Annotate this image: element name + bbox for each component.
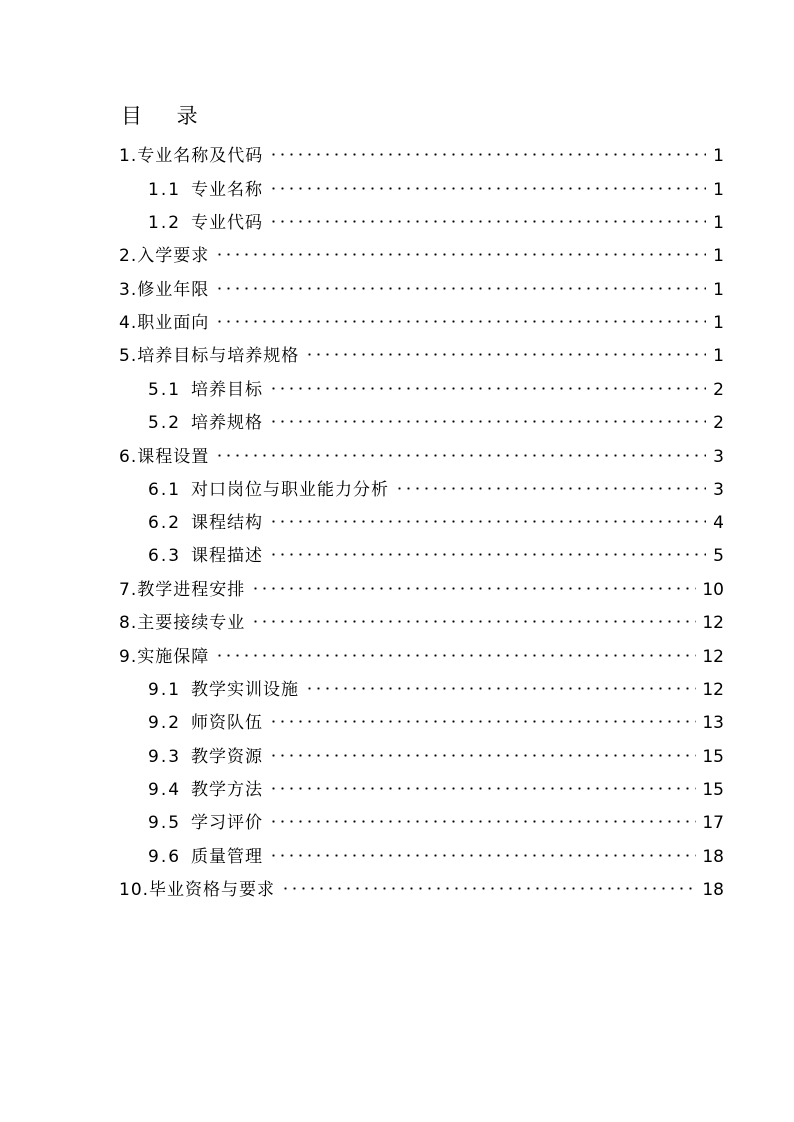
toc-entry-title: 职业面向	[137, 313, 210, 333]
toc-entry[interactable]	[119, 643, 724, 671]
dot-leader	[215, 654, 696, 657]
toc-entry[interactable]	[119, 309, 724, 337]
toc-entry-title: 培养规格	[191, 413, 264, 433]
toc-entry[interactable]	[148, 209, 724, 237]
toc-entry-title: 课程设置	[137, 447, 210, 467]
toc-entry[interactable]	[148, 709, 724, 737]
toc-entry-title: 对口岗位与职业能力分析	[191, 480, 390, 500]
dot-leader	[305, 353, 706, 356]
toc-entry-page: 12	[702, 647, 724, 667]
toc-entry-number: 4.	[119, 313, 138, 333]
toc-entry-number: 6.1	[148, 480, 182, 500]
toc-entry-number: 1.2	[148, 213, 182, 233]
dot-leader	[269, 153, 706, 156]
toc-entry-page: 12	[702, 613, 724, 633]
toc-entry[interactable]	[119, 443, 724, 471]
toc-entry-title: 主要接续专业	[137, 613, 246, 633]
dot-leader	[215, 253, 706, 256]
toc-entry-page: 12	[702, 680, 724, 700]
toc-entry-number: 6.	[119, 447, 138, 467]
toc-entry-number: 8.	[119, 613, 138, 633]
toc-entry-page: 17	[702, 813, 724, 833]
toc-entry-page: 15	[702, 747, 724, 767]
toc-entry-page: 4	[713, 513, 724, 533]
toc-entry-title: 课程结构	[191, 513, 264, 533]
dot-leader	[251, 587, 696, 590]
toc-entry-page: 1	[713, 246, 724, 266]
toc-entry-number: 9.6	[148, 847, 182, 867]
toc-entry-title: 培养目标	[191, 380, 264, 400]
toc-entry-number: 9.2	[148, 713, 182, 733]
toc-entry[interactable]	[119, 276, 724, 304]
dot-leader	[269, 520, 706, 523]
toc-entry-page: 1	[713, 280, 724, 300]
dot-leader	[215, 454, 706, 457]
toc-entry[interactable]	[119, 576, 724, 604]
toc-entry-page: 18	[702, 880, 724, 900]
toc-entry-title: 专业名称	[191, 180, 264, 200]
toc-entry-number: 5.1	[148, 380, 182, 400]
dot-leader	[269, 720, 696, 723]
dot-leader	[215, 320, 706, 323]
toc-entry-number: 6.2	[148, 513, 182, 533]
toc-entry-number: 9.4	[148, 780, 182, 800]
toc-entry-page: 10	[702, 580, 724, 600]
toc-entry[interactable]	[148, 176, 724, 204]
toc-entry[interactable]	[119, 242, 724, 270]
toc-entry-page: 13	[702, 713, 724, 733]
toc-entry-title: 专业代码	[191, 213, 264, 233]
dot-leader	[269, 553, 706, 556]
toc-entry-title: 教学方法	[191, 780, 264, 800]
dot-leader	[269, 187, 706, 190]
toc-entry-page: 1	[713, 313, 724, 333]
toc-entry-title: 学习评价	[191, 813, 264, 833]
toc-entry-page: 15	[702, 780, 724, 800]
toc-entry-number: 7.	[119, 580, 138, 600]
toc-entry[interactable]	[148, 542, 724, 570]
toc-entry-page: 2	[713, 380, 724, 400]
dot-leader	[269, 820, 696, 823]
toc-entry[interactable]	[148, 376, 724, 404]
toc-entry-number: 9.5	[148, 813, 182, 833]
toc-entry[interactable]	[119, 142, 724, 170]
toc-entry-page: 1	[713, 146, 724, 166]
toc-entry-number: 5.	[119, 346, 138, 366]
toc-entry-title: 专业名称及代码	[137, 146, 264, 166]
toc-entry-number: 9.3	[148, 747, 182, 767]
toc-entry-page: 18	[702, 847, 724, 867]
dot-leader	[305, 687, 696, 690]
toc-entry-title: 教学资源	[191, 747, 264, 767]
toc-entry-number: 1.	[119, 146, 138, 166]
toc-entry-title: 毕业资格与要求	[149, 880, 276, 900]
toc-entry-title: 入学要求	[137, 246, 210, 266]
toc-entry[interactable]	[119, 342, 724, 370]
toc-entry-page: 1	[713, 180, 724, 200]
toc-entry-number: 6.3	[148, 546, 182, 566]
toc-entry-number: 3.	[119, 280, 138, 300]
toc-title: 目 录	[121, 104, 212, 128]
toc-entry[interactable]	[119, 876, 724, 904]
toc-entry-page: 1	[713, 213, 724, 233]
dot-leader	[281, 887, 696, 890]
dot-leader	[269, 787, 696, 790]
toc-entry-title: 课程描述	[191, 546, 264, 566]
dot-leader	[269, 387, 706, 390]
toc-entry[interactable]	[148, 809, 724, 837]
toc-entry-title: 师资队伍	[191, 713, 264, 733]
toc-entry[interactable]	[148, 509, 724, 537]
toc-entry[interactable]	[148, 843, 724, 871]
toc-entry-title: 培养目标与培养规格	[137, 346, 300, 366]
toc-entry[interactable]	[148, 409, 724, 437]
toc-entry-title: 实施保障	[137, 647, 210, 667]
dot-leader	[215, 287, 706, 290]
toc-entry[interactable]	[148, 476, 724, 504]
dot-leader	[269, 854, 696, 857]
toc-entry[interactable]	[148, 676, 724, 704]
toc-entry-number: 9.1	[148, 680, 182, 700]
toc-entry-number: 5.2	[148, 413, 182, 433]
toc-entry-number: 2.	[119, 246, 138, 266]
toc-entry-title: 教学实训设施	[191, 680, 300, 700]
toc-entry-page: 5	[713, 546, 724, 566]
toc-entry-title: 教学进程安排	[137, 580, 246, 600]
toc-entry-number: 10.	[119, 880, 150, 900]
toc-entry-number: 9.	[119, 647, 138, 667]
toc-entry-page: 3	[713, 480, 724, 500]
toc-entry[interactable]	[119, 609, 724, 637]
toc-entry-title: 质量管理	[191, 847, 264, 867]
toc-entry-page: 2	[713, 413, 724, 433]
dot-leader	[269, 220, 706, 223]
toc-entry-page: 1	[713, 346, 724, 366]
toc-entry[interactable]	[148, 743, 724, 771]
toc-entry-page: 3	[713, 447, 724, 467]
dot-leader	[251, 620, 696, 623]
dot-leader	[269, 754, 696, 757]
dot-leader	[395, 487, 706, 490]
dot-leader	[269, 420, 706, 423]
toc-entry-title: 修业年限	[137, 280, 210, 300]
toc-entry-number: 1.1	[148, 180, 182, 200]
toc-entry[interactable]	[148, 776, 724, 804]
